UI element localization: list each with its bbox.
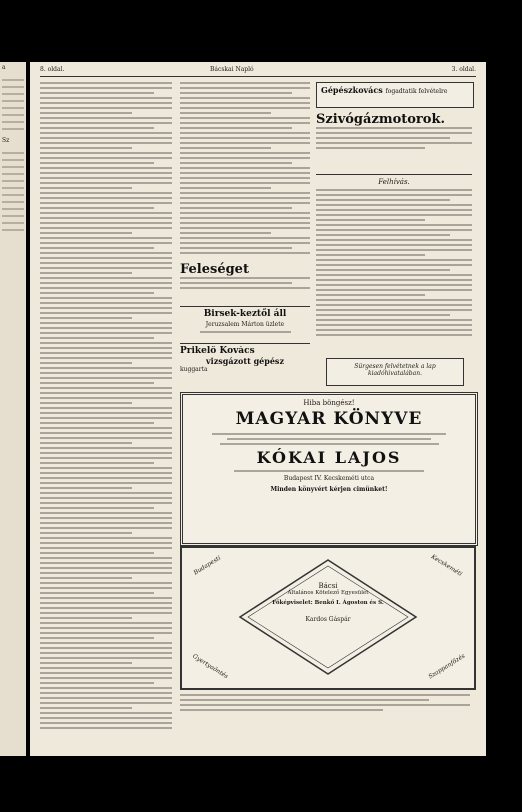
feleseget-ad bbox=[180, 262, 310, 302]
diamond-l1: Bácsi bbox=[318, 582, 338, 590]
stamp-notice bbox=[326, 358, 464, 386]
left-strip-label-mid: Sz bbox=[2, 137, 10, 144]
szivogaz-ad bbox=[316, 112, 472, 172]
magyar-title: MAGYAR KÖNYVE bbox=[235, 409, 423, 429]
magyar-konyve-ad bbox=[180, 392, 478, 546]
jeruzsalem-line: Jeruzsalem Márton üzlete bbox=[205, 321, 285, 328]
corner-tr: Kecskeméti bbox=[429, 553, 464, 578]
diamond-l3: Főképviselet: Benkő I. Ágoston és S. bbox=[272, 600, 384, 606]
magyar-top: Hiba böngész! bbox=[303, 399, 355, 407]
left-margin-strip bbox=[0, 62, 26, 756]
magyar-bottom: Minden könyvért kérjen cimünket! bbox=[270, 486, 388, 493]
diamond-ad bbox=[180, 546, 476, 690]
corner-tl: Budapesti bbox=[192, 554, 223, 577]
prikelo-title: Prikelő Kovács bbox=[180, 346, 255, 356]
diamond-l2: Általános Kötelező Egyesület bbox=[287, 590, 369, 596]
header-center: Bácskai Napló bbox=[210, 66, 254, 73]
magyar-address: Budapest IV. Kecskeméti utca bbox=[283, 475, 375, 482]
page-header bbox=[40, 66, 476, 76]
left-strip-label-top: a bbox=[2, 64, 6, 71]
stamp-text: Sürgesen felvétetnek a lap kiadóhivatalában. bbox=[354, 363, 436, 377]
kokai-name: KÓKAI LAJOS bbox=[256, 448, 402, 467]
prikelo-ad bbox=[180, 346, 310, 386]
birsek-ad bbox=[180, 306, 310, 344]
gepeszkovacs-rest: fogadtatik felvételre bbox=[385, 88, 448, 95]
kuggarta-line: kuggarta bbox=[180, 366, 208, 373]
szivogaz-title: Szivógázmotorok. bbox=[316, 112, 445, 127]
middle-column-text bbox=[180, 82, 310, 258]
newspaper-page bbox=[30, 62, 486, 756]
felhivas-title: Felhívás. bbox=[378, 178, 410, 186]
header-right: 3. oldal. bbox=[451, 66, 476, 73]
felhivas-notice bbox=[316, 174, 472, 351]
gepeszkovacs-ad bbox=[316, 82, 474, 108]
feleseget-title: Feleséget bbox=[180, 262, 249, 277]
header-rule bbox=[40, 76, 476, 77]
left-column-text bbox=[40, 82, 172, 746]
bottom-text bbox=[180, 694, 470, 714]
diamond-l4: Kardos Gáspár bbox=[305, 616, 351, 623]
corner-bl: Gyertyaöntés bbox=[191, 652, 230, 681]
header-left: 8. oldal. bbox=[40, 66, 65, 73]
gepeszkovacs-title: Gépészkovács bbox=[321, 85, 383, 95]
birsek-title: Birsek-keztől áll bbox=[203, 309, 287, 319]
corner-br: Szappanfőzés bbox=[427, 652, 467, 681]
vizsgazott-title: vizsgázott gépész bbox=[206, 356, 284, 366]
